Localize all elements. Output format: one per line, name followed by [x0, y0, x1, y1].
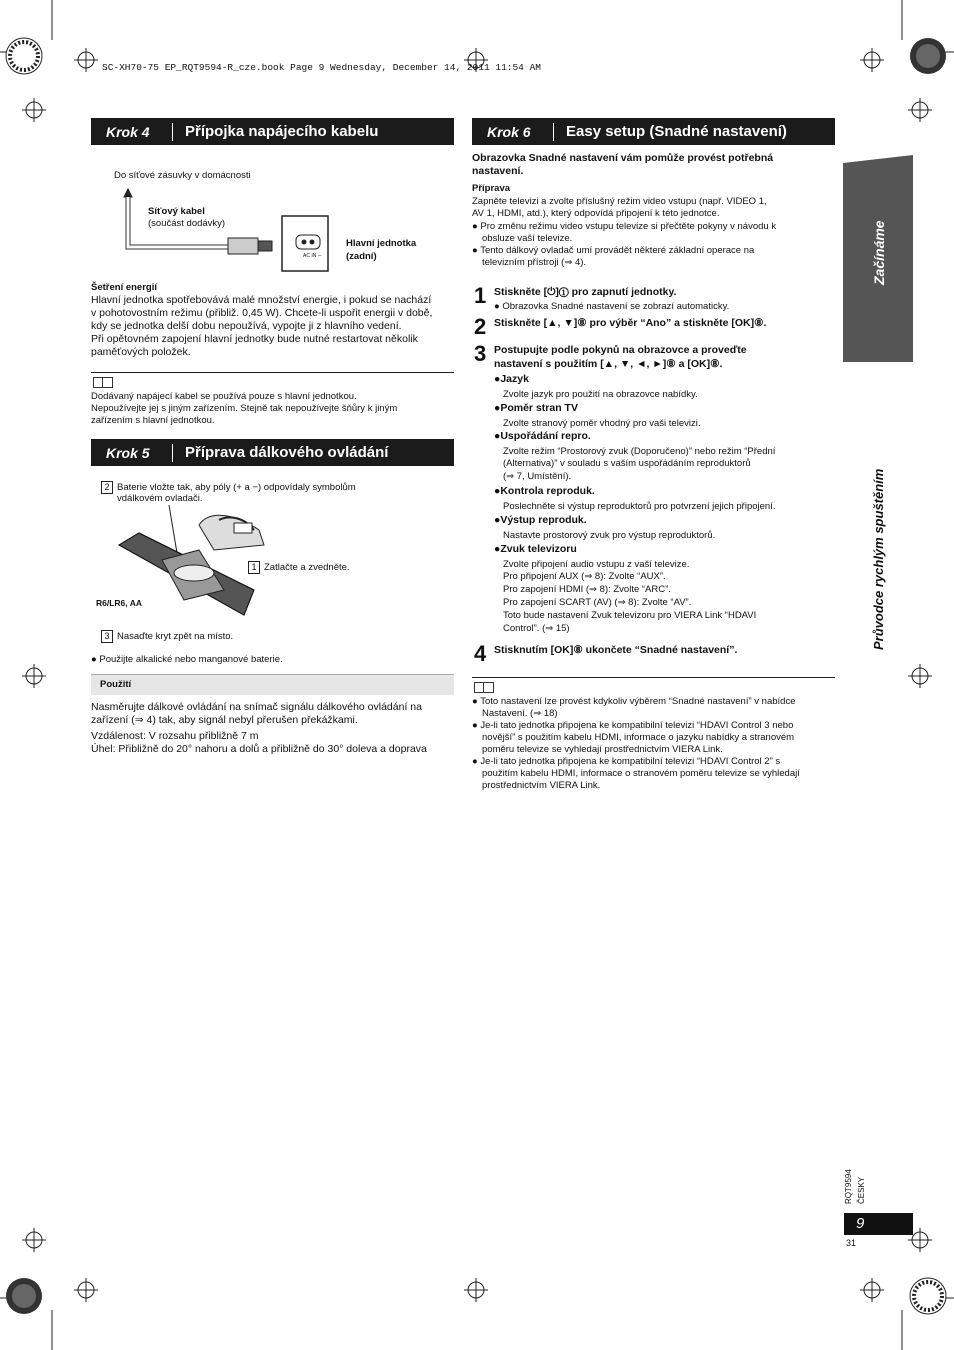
step1: Stiskněte [⏻]① pro zapnutí jednotky.	[494, 286, 677, 298]
step3: Postupujte podle pokynů na obrazovce a proveďte	[494, 344, 747, 356]
option-text: Zvolte připojení audio vstupu z vaší televize.	[503, 559, 690, 570]
note-item: novější” s použitím kabelu HDMI, informace o jazyku nabídky a stranovém	[482, 732, 795, 743]
krok6-title: Easy setup (Snadné nastavení)	[566, 123, 787, 140]
prep-text: ● Pro změnu režimu video vstupu televize si přečtěte pokyny v návodu k	[472, 221, 777, 232]
option-text: Zvolte režim “Prostorový zvuk (Doporučeno)” nebo režim “Přední	[503, 446, 776, 457]
note-item: ● Toto nastavení lze provést kdykoliv výběrem “Snadné nastavení” v nabídce	[472, 696, 796, 707]
side-tab-zaciname: Začínáme	[871, 220, 887, 285]
use-title-bar	[91, 674, 454, 695]
krok5-title: Příprava dálkového ovládání	[185, 444, 389, 461]
energy-text: Hlavní jednotka spotřebovává malé množství energie, i pokud se nachází	[91, 294, 432, 306]
option-vystup: ●Výstup reproduk.	[494, 514, 587, 526]
page-number-box	[844, 1213, 913, 1235]
ac-in-label: AC IN ∼	[303, 253, 322, 259]
prep-text: AV 1, HDMI, atd.), který odpovídá připojení k této jednotce.	[472, 208, 720, 219]
use-text: Vzdálenost: V rozsahu přibližně 7 m	[91, 730, 259, 742]
intro-text: nastavení.	[472, 165, 524, 177]
option-text: Zvolte stranový poměr vhodný pro vaši televizi.	[503, 418, 701, 429]
step2-text: vdálkovém ovladači.	[117, 493, 203, 504]
prep-text: televizním přístroji (⇒ 4).	[482, 257, 587, 268]
language-label: ČESKY	[857, 1176, 866, 1204]
prep-title: Příprava	[472, 183, 511, 194]
step2-text: 2 Baterie vložte tak, aby póly (+ a −) odpovídaly symbolům	[101, 481, 356, 494]
option-text: Poslechněte si výstup reproduktorů pro potvrzení jejich připojení.	[503, 501, 776, 512]
note-text: Nepoužívejte jej s jiným zařízením. Stejně tak nepoužívejte šňůry k jiným	[91, 403, 398, 414]
intro-text: Obrazovka Snadné nastavení vám pomůže provést potřebná	[472, 152, 774, 164]
doc-code: RQT9594	[844, 1169, 853, 1204]
battery-bullet: ● Použijte alkalické nebo manganové baterie.	[91, 654, 283, 665]
krok6-step: Krok 6	[487, 123, 531, 140]
energy-text: paměťových položek.	[91, 346, 191, 358]
option-text: Control”. (⇒ 15)	[503, 623, 570, 634]
prep-text: obsluze vaší televize.	[482, 233, 573, 244]
krok5-step: Krok 5	[106, 444, 150, 461]
divider	[91, 372, 454, 373]
step-number: 3	[474, 341, 487, 366]
note-text: zařízením s hlavní jednotkou.	[91, 415, 215, 426]
step-number: 2	[474, 314, 487, 339]
krok4-step: Krok 4	[106, 123, 150, 140]
prep-text: Zapněte televizi a zvolte příslušný režim video vstupu (např. VIDEO 1,	[472, 196, 767, 207]
cable-label: Síťový kabel	[148, 206, 205, 217]
note-item: ● Je-li tato jednotka připojena ke kompatibilní televizi “HDAVI Control 2” s	[472, 756, 781, 767]
sub-page-number: 31	[846, 1238, 857, 1248]
note-book-icon	[93, 377, 113, 388]
step-number: 1	[474, 283, 487, 308]
use-text: zařízení (⇒ 4) tak, aby signál nebyl přerušen překážkami.	[91, 714, 358, 726]
step1-text: 1 Zatlačte a zvedněte.	[248, 561, 350, 574]
energy-text: v pohotovostním režimu (přibliž. 0,45 W). Chcete-li uspořit energii v době,	[91, 307, 433, 319]
side-tab-pruvodce: Průvodce rychlým spuštěním	[871, 468, 886, 650]
option-zvuk: ●Zvuk televizoru	[494, 543, 577, 555]
krok4-title: Přípojka napájecího kabelu	[185, 123, 379, 140]
option-pomer: ●Poměr stran TV	[494, 402, 578, 414]
step2: Stiskněte [▲, ▼]⑧ pro výběr “Ano” a stiskněte [OK]⑧.	[494, 317, 767, 329]
note-item: poměru televize se vyhledají prostřednictvím VIERA Link.	[482, 744, 723, 755]
krok5-header	[91, 439, 454, 466]
note-item: ● Je-li tato jednotka připojena ke kompatibilní televizi “HDAVI Control 3 nebo	[472, 720, 794, 731]
note-text: Dodávaný napájecí kabel se používá pouze s hlavní jednotkou.	[91, 391, 357, 402]
cable-sublabel: (součást dodávky)	[148, 218, 226, 229]
option-text: Toto bude nastavení Zvuk televizoru pro VIERA Link “HDAVI	[503, 610, 757, 621]
option-text: (Alternativa)” v souladu s vaším uspořádáním reproduktorů	[503, 458, 751, 469]
step-number: 4	[474, 641, 487, 666]
unit-sublabel: (zadní)	[346, 251, 377, 262]
note-item: použitím kabelu HDMI, informace o stranovém poměru televize se vyhledají	[482, 768, 800, 779]
energy-text: Při opětovném zapojení hlavní jednotky bude nutné restartovat několik	[91, 333, 418, 345]
prep-text: ● Tento dálkový ovladač umí provádět některé základní operace na	[472, 245, 755, 256]
option-text: Nastavte prostorový zvuk pro výstup reproduktorů.	[503, 530, 716, 541]
option-text: Zvolte jazyk pro použití na obrazovce nabídky.	[503, 389, 698, 400]
energy-title: Šetření energií	[91, 282, 157, 293]
option-kontrola: ●Kontrola reproduk.	[494, 485, 595, 497]
note-book-icon	[474, 682, 494, 693]
page-number: 9	[856, 1215, 865, 1232]
krok6-header	[472, 118, 835, 145]
option-text: Pro zapojení HDMI (⇒ 8): Zvolte “ARC”.	[503, 584, 671, 595]
option-text: Pro zapojení SCART (AV) (⇒ 8): Zvolte “AV”.	[503, 597, 692, 608]
divider	[472, 677, 835, 678]
use-title: Použití	[100, 679, 132, 690]
note-item: prostřednictvím VIERA Link.	[482, 780, 601, 791]
use-text: Úhel: Přibližně do 20° nahoru a dolů a přibližně do 30° doleva a doprava	[91, 743, 427, 755]
step1-sub: ● Obrazovka Snadné nastavení se zobrazí automaticky.	[494, 301, 730, 312]
option-usporadani: ●Uspořádání repro.	[494, 430, 591, 442]
option-text: Pro připojení AUX (⇒ 8): Zvolte “AUX”.	[503, 571, 666, 582]
option-jazyk: ●Jazyk	[494, 373, 529, 385]
step3-text: 3 Nasaďte kryt zpět na místo.	[101, 630, 233, 643]
print-header-line: SC-XH70-75 EP_RQT9594-R_cze.book Page 9 Wednesday, December 14, 2011 11:54 AM	[102, 62, 541, 73]
outlet-label: Do síťové zásuvky v domácnosti	[114, 170, 251, 181]
unit-label: Hlavní jednotka	[346, 238, 417, 249]
step3: nastavení s použitím [▲, ▼, ◄, ►]⑧ a [OK]⑧.	[494, 358, 723, 370]
step4: Stisknutím [OK]⑧ ukončete “Snadné nastavení”.	[494, 644, 738, 656]
note-item: Nastavení. (⇒ 18)	[482, 708, 558, 719]
krok4-header	[91, 118, 454, 145]
option-text: (⇒ 7, Umístění).	[503, 471, 572, 482]
use-text: Nasměrujte dálkové ovládání na snímač signálu dálkového ovládání na	[91, 701, 422, 713]
energy-text: kdy se jednotka delší dobu nepoužívá, vypojte ji z hlavního vedení.	[91, 320, 402, 332]
battery-type-label: R6/LR6, AA	[96, 598, 142, 608]
